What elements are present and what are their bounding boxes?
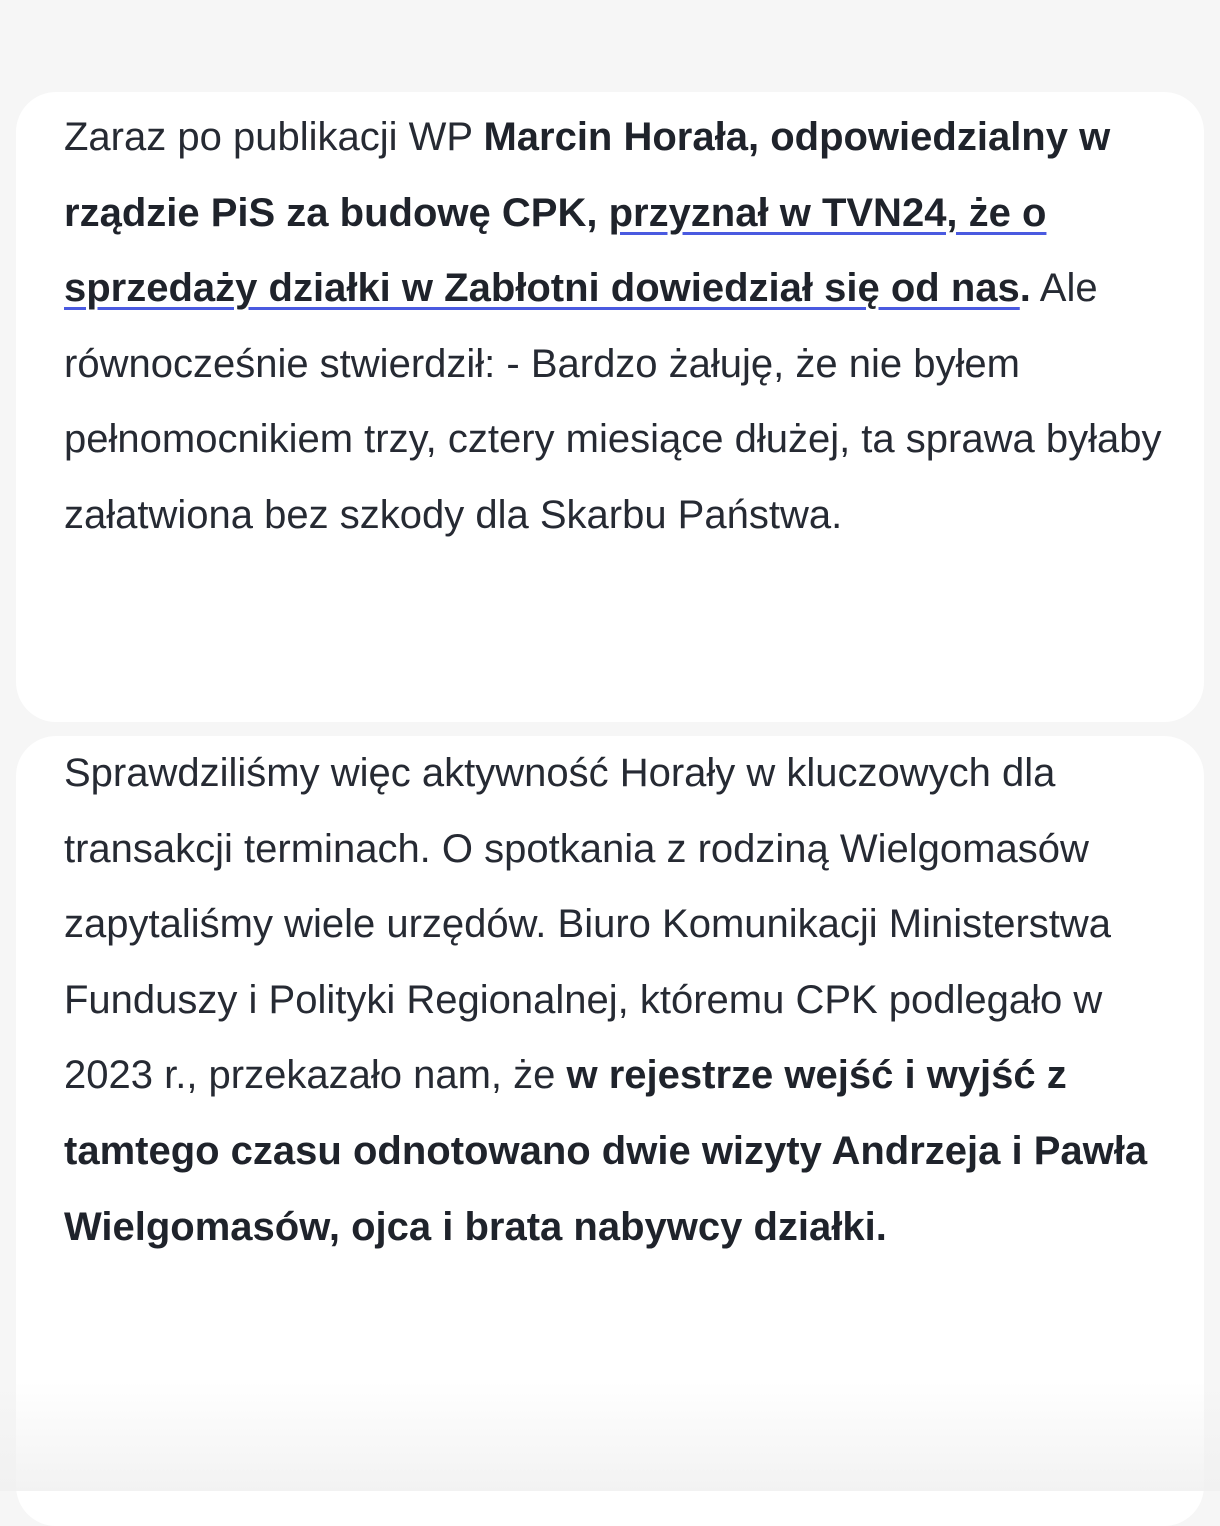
article-paragraph-1 (64, 100, 1164, 554)
article-paragraph-card-2 (16, 736, 1204, 1526)
article-paragraph-2 (64, 736, 1164, 1265)
paragraph-1-text-2: Ale równocześnie stwierdził: - Bardzo żałuję, że nie byłem pełnomocnikiem trzy, cztery miesiące dłużej, ta sprawa byłaby załatwiona bez szkody dla Skarbu Państwa. (64, 266, 1162, 537)
paragraph-1-bold-1: Marcin Horała, odpowiedzialny w rządzie PiS za budowę CPK, (64, 115, 1111, 235)
article-paragraph-card-1 (16, 92, 1204, 722)
paragraph-2-text-1: Sprawdziliśmy więc aktywność Horały w kluczowych dla transakcji terminach. O spotkania z rodziną Wielgomasów zapytaliśmy wiele urzędów. Biuro Komunikacji Ministerstwa Funduszy i Polityki Regionalnej, któremu CPK podlegało w 2023 r., przekazało nam, że (64, 751, 1112, 1098)
paragraph-2-bold-1: w rejestrze wejść i wyjść z tamtego czasu odnotowano dwie wizyty Andrzeja i Pawła Wielgomasów, ojca i brata nabywcy działki. (64, 1053, 1148, 1249)
tvn24-article-link[interactable]: przyznał w TVN24, że o sprzedaży działki w Zabłotni dowiedział się od nas (64, 190, 1047, 311)
paragraph-1-text-1: Zaraz po publikacji WP (64, 115, 484, 159)
paragraph-1-bold-2: . (1019, 266, 1031, 311)
